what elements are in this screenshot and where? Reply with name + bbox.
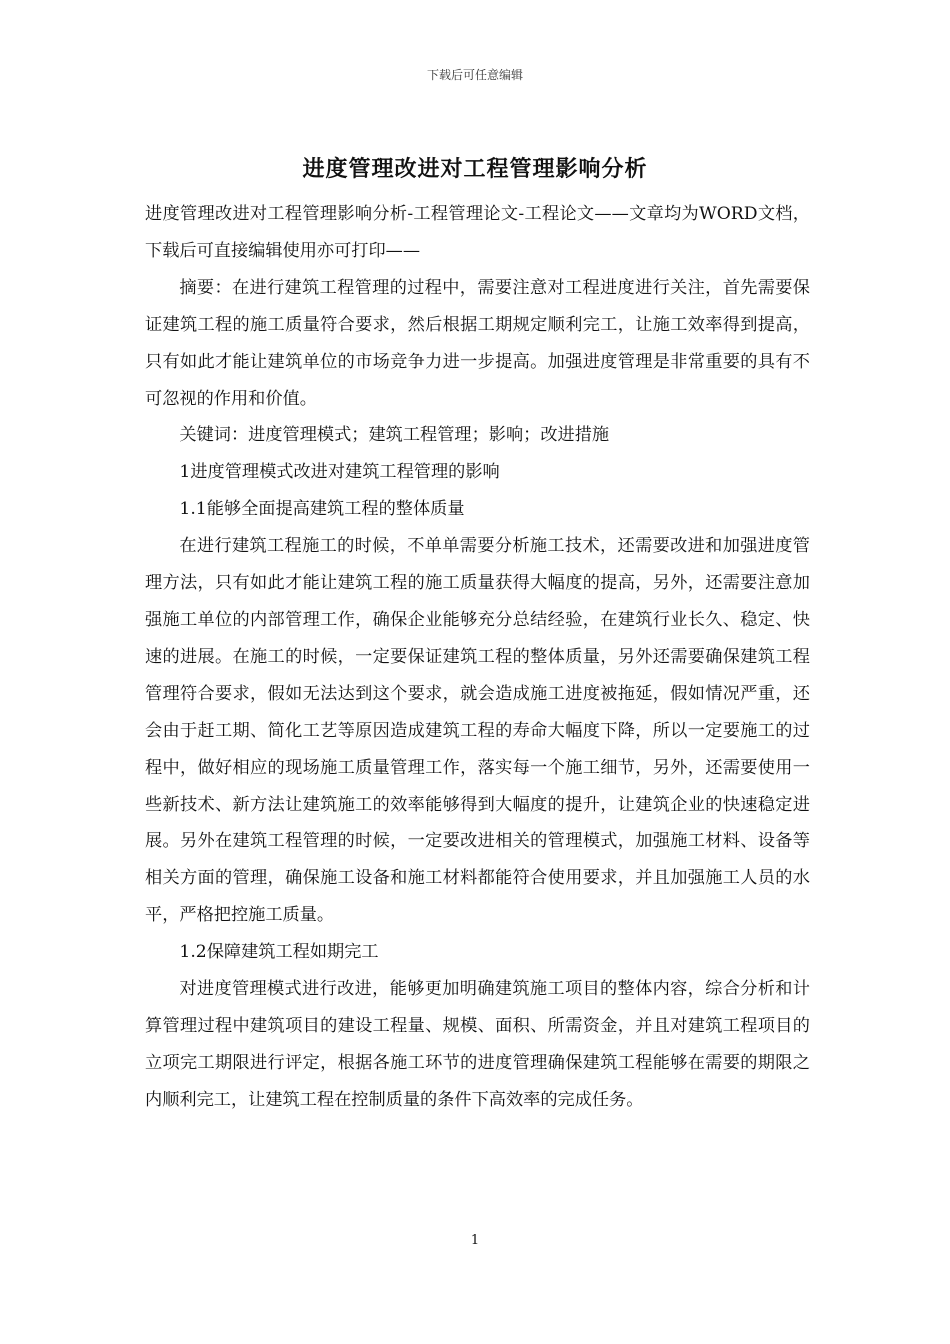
page-header: 下载后可任意编辑 (426, 68, 523, 82)
subsection-heading-1-2: 1.2保障建筑工程如期完工 (179, 942, 379, 963)
body-paragraph: 对进度管理模式进行改进，能够更加明确建筑施工项目的整体内容，综合分析和计算管理过程中建筑项目的建设工程量、规模、面积、所需资金，并且对建筑工程项目的立项完工期限进行评定，根据各施工环节的进度管理确保建筑工程能够在需要的期限之内顺利完工，让建筑工程在控制质量的条件下高效率的完成任务。 (145, 979, 810, 1110)
intro-paragraph: 进度管理改进对工程管理影响分析-工程管理论文-工程论文——文章均为WORD文档，下载后可直接编辑使用亦可打印—— (145, 204, 810, 261)
document-title: 进度管理改进对工程管理影响分析 (302, 156, 648, 182)
subsection-heading-1-1: 1.1能够全面提高建筑工程的整体质量 (179, 499, 465, 520)
page-number: 1 (470, 1233, 480, 1248)
body-paragraph: 在进行建筑工程施工的时候，不单单需要分析施工技术，还需要改进和加强进度管理方法，只有如此才能让建筑工程的施工质量获得大幅度的提高，另外，还需要注意加强施工单位的内部管理工作，确保企业能够充分总结经验，在建筑行业长久、稳定、快速的进展。在施工的时候，一定要保证建筑工程的整体质量，另外还需要确保建筑工程管理符合要求，假如无法达到这个要求，就会造成施工进度被拖延，假如情况严重，还会由于赶工期、简化工艺等原因造成建筑工程的寿命大幅度下降，所以一定要施工的过程中，做好相应的现场施工质量管理工作，落实每一个施工细节，另外，还需要使用一些新技术、新方法让建筑施工的效率能够得到大幅度的提升，让建筑企业的快速稳定进展。另外在建筑工程管理的时候，一定要改进相关的管理模式，加强施工材料、设备等相关方面的管理，确保施工设备和施工材料都能符合使用要求，并且加强施工人员的水平，严格把控施工质量。 (145, 536, 810, 926)
section-heading-1: 1进度管理模式改进对建筑工程管理的影响 (179, 462, 500, 483)
keywords-paragraph: 关键词：进度管理模式；建筑工程管理；影响；改进措施 (179, 425, 610, 446)
document-body (145, 196, 810, 1119)
abstract-paragraph: 摘要：在进行建筑工程管理的过程中，需要注意对工程进度进行关注，首先需要保证建筑工程的施工质量符合要求，然后根据工期规定顺利完工，让施工效率得到提高，只有如此才能让建筑单位的市场竞争力进一步提高。加强进度管理是非常重要的具有不可忽视的作用和价值。 (145, 277, 810, 409)
